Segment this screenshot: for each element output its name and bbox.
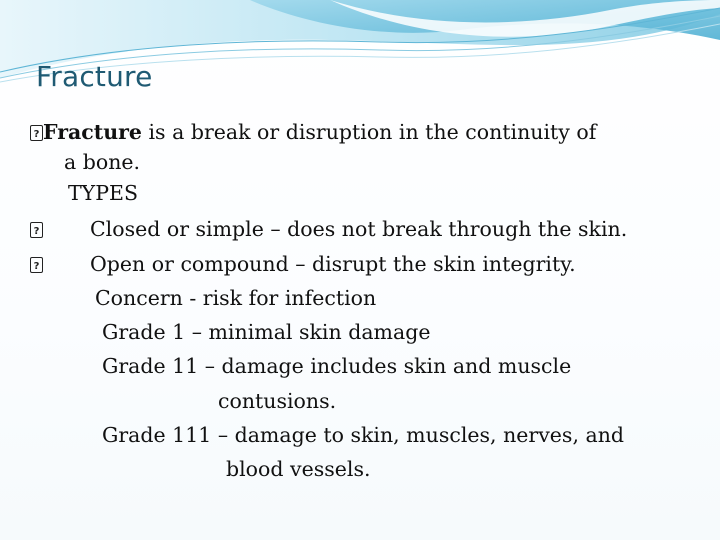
grade-2-line-1: Grade 11 – damage includes skin and muscle bbox=[102, 354, 572, 378]
grade-3-line-1: Grade 111 – damage to skin, muscles, nerves, and bbox=[102, 423, 625, 447]
slide-title: Fracture bbox=[36, 60, 153, 93]
bullet-open-text: Open or compound – disrupt the skin integrity. bbox=[90, 252, 576, 276]
types-heading: TYPES bbox=[68, 181, 139, 205]
concern-line: Concern - risk for infection bbox=[95, 286, 377, 310]
bullet-closed bbox=[30, 212, 627, 246]
grade-3-line-2: blood vessels. bbox=[226, 457, 371, 481]
intro-bold-term: Fracture bbox=[43, 120, 142, 144]
wave-banner bbox=[0, 0, 720, 110]
grade-1-line: Grade 1 – minimal skin damage bbox=[102, 320, 431, 344]
bullet-closed-text: Closed or simple – does not break through the skin. bbox=[90, 217, 628, 241]
intro-line-1 bbox=[30, 115, 596, 149]
box-bullet-icon bbox=[30, 222, 43, 238]
box-bullet-icon bbox=[30, 125, 43, 141]
grade-2-line-2: contusions. bbox=[218, 389, 337, 413]
intro-line-2: a bone. bbox=[64, 150, 141, 174]
intro-text: is a break or disruption in the continuity of bbox=[141, 120, 597, 144]
bullet-open bbox=[30, 247, 576, 281]
box-bullet-icon bbox=[30, 257, 43, 273]
